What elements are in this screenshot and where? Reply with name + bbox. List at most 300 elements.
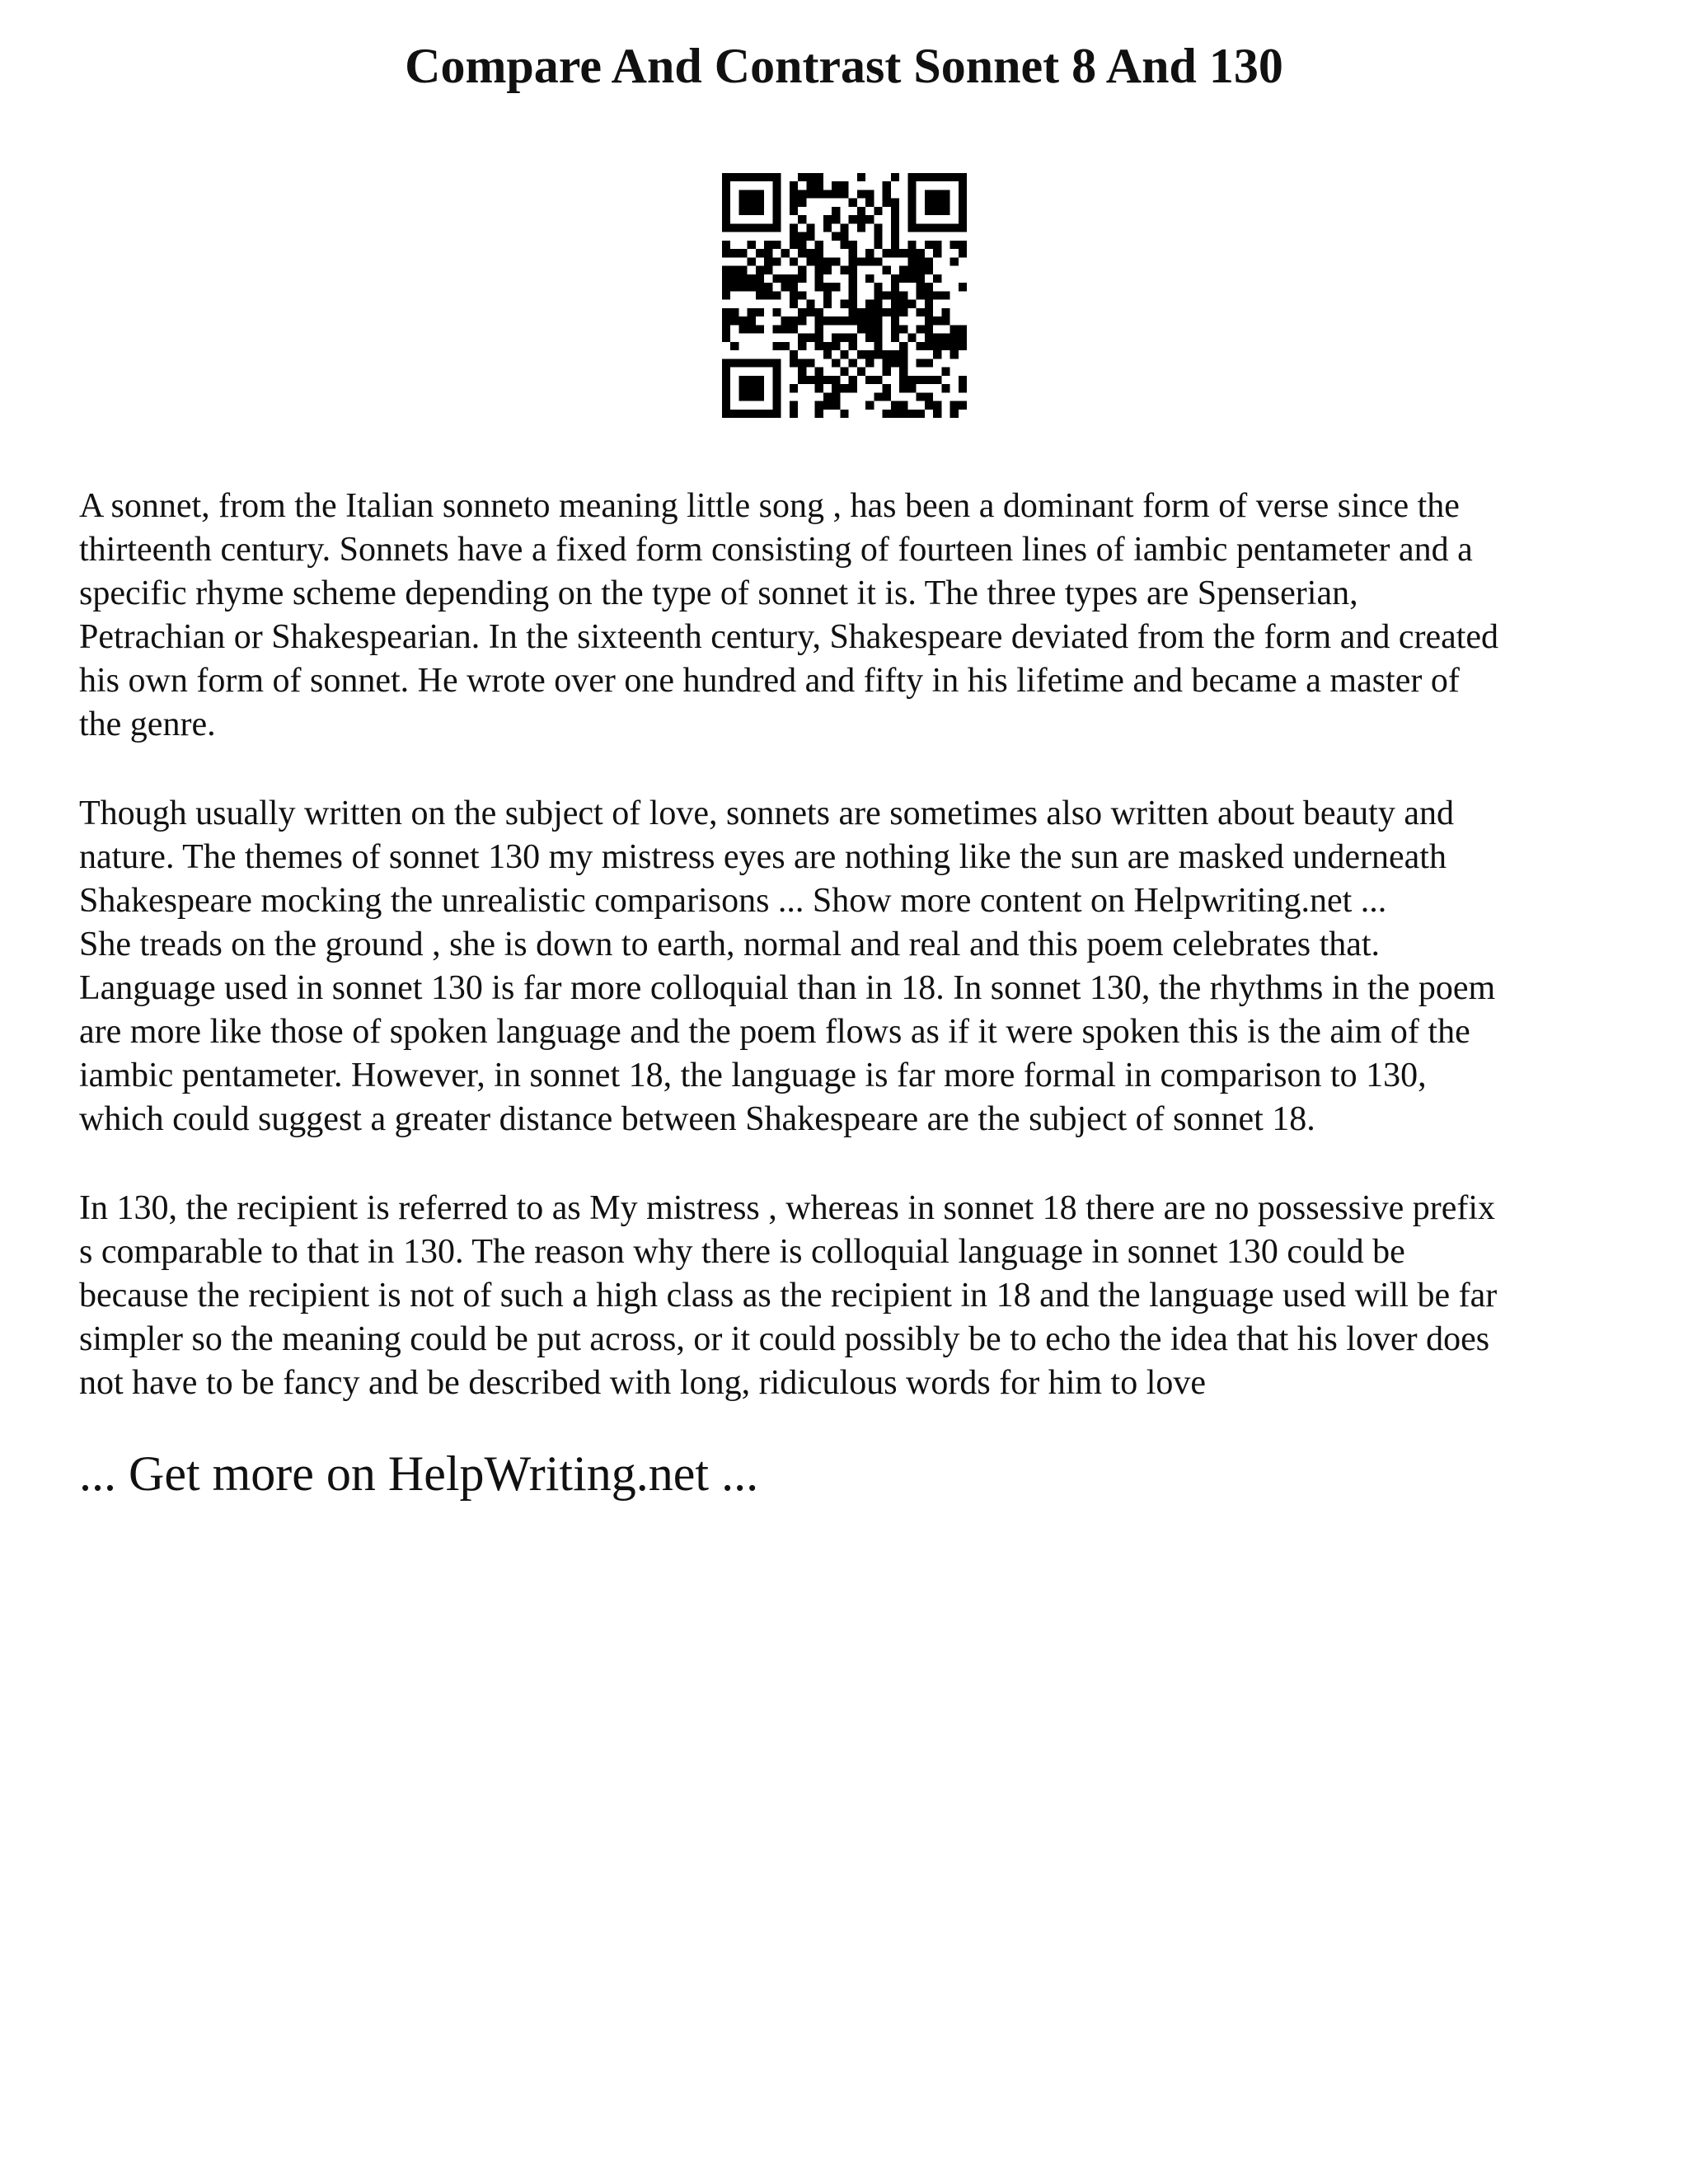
qr-module [781,325,790,333]
qr-code-icon [722,173,967,418]
qr-module [899,376,907,384]
qr-module [748,392,756,401]
qr-module [738,283,747,291]
qr-module [899,359,907,367]
qr-module [840,368,848,376]
qr-module [823,257,832,265]
qr-module [925,173,933,181]
qr-module [857,207,865,215]
qr-module [730,316,738,325]
qr-module [907,334,916,342]
qr-module [832,334,840,342]
qr-module [933,410,941,418]
qr-module [798,199,806,207]
qr-module [806,232,814,241]
qr-module [849,291,857,299]
qr-module [941,308,950,316]
qr-module [925,376,933,384]
qr-module [849,300,857,308]
qr-module [738,266,747,274]
qr-module [772,181,781,190]
qr-module [738,410,747,418]
paragraph-line: his own form of sonnet. He wrote over one hundred and fifty in his lifetime and became a master of [79,662,1460,700]
qr-module [917,291,925,299]
qr-module [756,410,764,418]
qr-module [815,173,823,181]
qr-module [899,368,907,376]
qr-module [738,223,747,232]
paragraph-line: thirteenth century. Sonnets have a fixed form consisting of fourteen lines of iambic pentameter and a [79,531,1473,569]
qr-module [891,410,899,418]
qr-module [874,207,882,215]
qr-module [798,368,806,376]
qr-module [815,368,823,376]
qr-module [756,291,764,299]
qr-module [907,223,916,232]
qr-module [790,359,798,367]
qr-module [959,190,967,198]
qr-module [874,232,882,241]
qr-module [790,241,798,249]
qr-module [748,199,756,207]
qr-module [941,334,950,342]
qr-module [917,249,925,257]
qr-module [840,384,848,392]
qr-module [883,392,891,401]
qr-module [748,274,756,283]
qr-module [832,215,840,223]
paragraph-line: She treads on the ground , she is down to earth, normal and real and this poem celebrates that. [79,926,1381,963]
qr-module [748,308,756,316]
qr-module [730,274,738,283]
qr-module [857,257,865,265]
qr-module [790,291,798,299]
qr-module [756,266,764,274]
qr-module [874,257,882,265]
qr-module [772,291,781,299]
qr-module [748,410,756,418]
qr-module [832,342,840,350]
qr-module [865,300,874,308]
qr-module [959,215,967,223]
qr-module [891,316,899,325]
qr-module [764,283,772,291]
qr-module [738,274,747,283]
qr-module [756,190,764,198]
qr-module [722,274,730,283]
qr-module [781,316,790,325]
qr-module [832,207,840,215]
qr-module [772,257,781,265]
qr-module [840,300,848,308]
qr-module [772,401,781,410]
qr-module [738,376,747,384]
qr-module [849,359,857,367]
qr-module [950,401,959,410]
qr-module [959,325,967,333]
qr-module [722,410,730,418]
qr-module [917,325,925,333]
qr-module [883,249,891,257]
qr-module [790,181,798,190]
qr-module [917,173,925,181]
qr-module [933,376,941,384]
qr-module [772,190,781,198]
qr-module [730,359,738,367]
qr-module [815,181,823,190]
qr-module [722,316,730,325]
qr-module [722,215,730,223]
qr-module [722,283,730,291]
qr-module [823,190,832,198]
qr-module [925,190,933,198]
qr-module [874,300,882,308]
qr-module [874,291,882,299]
qr-module [815,308,823,316]
qr-module [941,223,950,232]
qr-module [874,283,882,291]
qr-module [772,215,781,223]
qr-module [883,181,891,190]
qr-module [832,257,840,265]
qr-module [891,291,899,299]
qr-module [933,401,941,410]
qr-module [925,401,933,410]
qr-module [815,384,823,392]
qr-module [899,325,907,333]
qr-module [806,173,814,181]
qr-module [730,308,738,316]
qr-module [722,207,730,215]
qr-module [840,181,848,190]
paragraph-line: Shakespeare mocking the unrealistic comparisons ... Show more content on Helpwriting.net ... [79,882,1387,920]
qr-module [849,215,857,223]
qr-module [925,334,933,342]
qr-module [738,316,747,325]
qr-module [959,384,967,392]
qr-module [917,308,925,316]
qr-module [941,384,950,392]
qr-module [849,274,857,283]
qr-module [722,241,730,249]
qr-module [950,223,959,232]
qr-module [730,249,738,257]
qr-module [781,274,790,283]
qr-module [764,241,772,249]
qr-module [748,241,756,249]
qr-module [823,350,832,359]
qr-module [815,334,823,342]
qr-module [925,207,933,215]
qr-module [815,249,823,257]
qr-module [865,199,874,207]
qr-module [738,199,747,207]
qr-module [798,249,806,257]
qr-module [950,241,959,249]
qr-module [806,359,814,367]
qr-module [764,266,772,274]
qr-module [840,334,848,342]
qr-module [772,173,781,181]
qr-module [874,325,882,333]
qr-module [917,410,925,418]
qr-module [907,410,916,418]
qr-module [959,241,967,249]
qr-module [798,342,806,350]
qr-module [857,223,865,232]
qr-module [772,207,781,215]
qr-module [925,342,933,350]
qr-module [865,359,874,367]
qr-module [756,274,764,283]
qr-module [730,173,738,181]
qr-module [925,291,933,299]
qr-module [874,376,882,384]
qr-module [857,173,865,181]
qr-module [798,241,806,249]
qr-module [806,300,814,308]
qr-module [772,325,781,333]
qr-module [756,283,764,291]
qr-module [891,359,899,367]
qr-module [722,401,730,410]
qr-module [959,199,967,207]
qr-module [917,266,925,274]
paragraph-line: which could suggest a greater distance between Shakespeare are the subject of sonnet 18. [79,1100,1315,1138]
qr-module [891,215,899,223]
qr-module [730,266,738,274]
qr-module [738,190,747,198]
qr-module [925,223,933,232]
qr-module [840,223,848,232]
qr-module [815,401,823,410]
qr-module [925,266,933,274]
qr-module [883,350,891,359]
qr-module [857,325,865,333]
qr-module [815,325,823,333]
qr-module [883,291,891,299]
qr-module [907,376,916,384]
qr-module [899,300,907,308]
qr-module [899,249,907,257]
qr-module [815,342,823,350]
qr-module [891,334,899,342]
qr-module [865,401,874,410]
qr-module [823,215,832,223]
qr-module [832,359,840,367]
qr-module [772,199,781,207]
qr-module [959,401,967,410]
qr-module [917,359,925,367]
qr-module [748,190,756,198]
qr-module [798,334,806,342]
qr-module [806,376,814,384]
qr-module [933,291,941,299]
paragraph-line: Language used in sonnet 130 is far more colloquial than in 18. In sonnet 130, the rhythms in the poem [79,969,1496,1007]
qr-module [815,316,823,325]
qr-module [823,392,832,401]
qr-module [806,334,814,342]
qr-module [907,249,916,257]
qr-module [959,173,967,181]
qr-module [815,241,823,249]
qr-module [899,308,907,316]
qr-module [941,291,950,299]
qr-module [865,376,874,384]
qr-module [925,241,933,249]
qr-module [806,181,814,190]
qr-module [950,350,959,359]
qr-module [840,266,848,274]
qr-module [959,334,967,342]
qr-module [722,334,730,342]
qr-module [941,173,950,181]
qr-module [790,190,798,198]
qr-module [907,241,916,249]
qr-module [840,190,848,198]
paragraph-line: s comparable to that in 130. The reason why there is colloquial language in sonnet 130 could be [79,1233,1405,1271]
qr-module [857,350,865,359]
qr-module [756,325,764,333]
qr-module [907,181,916,190]
qr-module [832,181,840,190]
qr-module [899,342,907,350]
qr-module [823,291,832,299]
qr-module [857,368,865,376]
qr-module [722,359,730,367]
qr-module [849,316,857,325]
qr-module [891,401,899,410]
qr-module [865,190,874,198]
qr-module [899,291,907,299]
qr-module [798,291,806,299]
qr-module [883,199,891,207]
get-more-link[interactable]: ... Get more on HelpWriting.net ... [79,1446,759,1501]
qr-module [849,334,857,342]
qr-module [772,392,781,401]
qr-module [806,257,814,265]
qr-module [925,199,933,207]
qr-module [748,325,756,333]
qr-module [865,334,874,342]
qr-module [883,359,891,367]
qr-module [883,308,891,316]
qr-module [772,274,781,283]
qr-module [832,316,840,325]
qr-module [874,342,882,350]
qr-module [722,291,730,299]
qr-module [823,223,832,232]
qr-module [815,376,823,384]
qr-module [950,325,959,333]
qr-module [925,316,933,325]
qr-module [823,283,832,291]
qr-module [857,308,865,316]
qr-module [874,308,882,316]
qr-module [849,283,857,291]
qr-module [722,266,730,274]
qr-module [730,342,738,350]
qr-module [798,274,806,283]
qr-module [857,190,865,198]
qr-module [790,207,798,215]
qr-module [815,283,823,291]
paragraph-line: nature. The themes of sonnet 130 my mistress eyes are nothing like the sun are masked underneath [79,838,1447,876]
qr-module [849,342,857,350]
qr-module [790,401,798,410]
paragraph-line: are more like those of spoken language and the poem flows as if it were spoken this is the aim of the [79,1013,1470,1051]
qr-module [772,376,781,384]
qr-module [756,359,764,367]
qr-module [748,207,756,215]
qr-module [941,190,950,198]
qr-module [907,173,916,181]
qr-module [832,392,840,401]
qr-module [891,223,899,232]
qr-module [891,249,899,257]
qr-module [798,232,806,241]
qr-module [748,384,756,392]
paragraph-line: simpler so the meaning could be put across, or it could possibly be to echo the idea that his lover does [79,1320,1490,1358]
qr-module [840,410,848,418]
qr-module [933,350,941,359]
qr-module [899,384,907,392]
qr-module [907,384,916,392]
qr-module [764,410,772,418]
qr-module [959,376,967,384]
qr-module [917,223,925,232]
qr-module [874,392,882,401]
qr-module [917,283,925,291]
qr-module [891,350,899,359]
qr-module [764,257,772,265]
qr-module [781,249,790,257]
qr-module [925,300,933,308]
qr-module [933,207,941,215]
qr-module [790,274,798,283]
qr-module [865,215,874,223]
qr-module [832,376,840,384]
qr-module [756,199,764,207]
qr-module [933,342,941,350]
paragraph-1 [79,485,1629,747]
qr-module [933,249,941,257]
qr-module [722,325,730,333]
qr-module [907,190,916,198]
qr-module [832,232,840,241]
qr-module [917,376,925,384]
qr-module [738,392,747,401]
qr-module [764,249,772,257]
qr-module [941,316,950,325]
qr-module [756,376,764,384]
qr-module [738,384,747,392]
qr-module [790,223,798,232]
qr-module [722,384,730,392]
qr-module [722,190,730,198]
qr-module [950,334,959,342]
qr-module [907,300,916,308]
qr-module [950,410,959,418]
qr-module [907,257,916,265]
qr-module [941,207,950,215]
qr-module [764,291,772,299]
qr-module [874,350,882,359]
qr-module [874,241,882,249]
qr-module [891,207,899,215]
qr-module [772,308,781,316]
qr-module [907,207,916,215]
